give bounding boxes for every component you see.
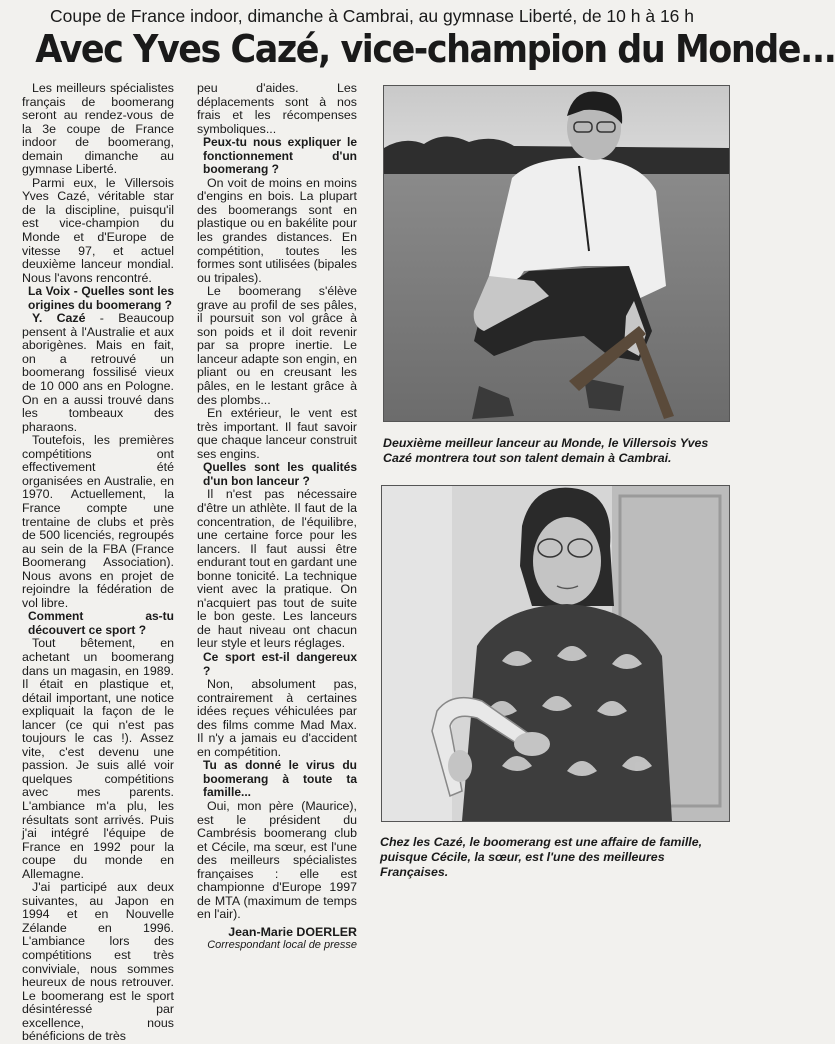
article-paragraph: Oui, mon père (Maurice), est le président du Cambrésis boomerang club et Cécile, ma sœur, est l'une des meilleurs spécialistes françaises : elle est championne d'Europe 1997 de MTA (maximum de temps en l'air). [197, 798, 357, 922]
article-paragraph: En extérieur, le vent est très important. Il faut savoir que chaque lanceur construit ses engins. [197, 406, 357, 461]
kicker: Coupe de France indoor, dimanche à Cambrai, au gymnase Liberté, de 10 h à 16 h [49, 6, 694, 26]
photo-cecile-caze [381, 485, 730, 822]
interview-question: Peux-tu nous expliquer le fonctionnement d'un boomerang ? [203, 135, 357, 177]
headline: Avec Yves Cazé, vice-champion du Monde... [35, 27, 835, 71]
article-paragraph: J'ai participé aux deux suivantes, au Japon en 1994 et en Nouvelle Zélande en 1996. L'ambiance lors des compétitions est très conviviale, nous sommes heureux de nous retrouver. Le boomerang est le sport désintéressé par excellence, nous bénéficions de très [22, 880, 174, 1044]
article-paragraph: Parmi eux, le Villersois Yves Cazé, véritable star de la discipline, puisqu'il est vice-champion du Monde et d'Europe de vitesse 97, et actuel deuxième lanceur mondial. Nous l'avons rencontré. [22, 175, 174, 285]
photo-caption-2: Chez les Cazé, le boomerang est une affaire de famille, puisque Cécile, la sœur, est l'une des meilleures Françaises. [380, 835, 703, 879]
byline: Jean-Marie DOERLER [228, 924, 357, 939]
interview-question: Tu as donné le virus du boomerang à toute ta famille... [203, 758, 357, 800]
photo-yves-caze [383, 85, 730, 422]
article-column-1 [22, 82, 174, 1044]
article-paragraph: On voit de moins en moins d'engins en bois. La plupart des boomerangs sont en plastique ou en bakélite pour les grandes distances. En compétition, toutes les formes sont utilisées (bipales ou tripales). [197, 175, 357, 285]
article-paragraph: peu d'aides. Les déplacements sont à nos frais et les récompenses symboliques... [197, 81, 357, 136]
interview-question: La Voix - Quelles sont les origines du boomerang ? [28, 284, 174, 312]
interview-question: Comment as-tu découvert ce sport ? [28, 609, 174, 637]
interview-question: Quelles sont les qualités d'un bon lanceur ? [203, 460, 357, 488]
article-paragraph: Les meilleurs spécialistes français de boomerang seront au rendez-vous de la 3e coupe de France indoor de boomerang, demain dimanche au gymnase Liberté. [22, 81, 174, 177]
interview-answer [22, 312, 174, 434]
byline-role: Correspondant local de presse [207, 939, 357, 952]
answer-text: - Beaucoup pensent à l'Australie et aux aborigènes. Mais en fait, on a retrouvé un boomerang fossilisé vieux de 10 000 ans en Pologne. On en a aussi trouvé dans les tombeaux des pharaons. [22, 311, 174, 434]
article-paragraph: Il n'est pas nécessaire d'être un athlète. Il faut de la concentration, de l'équilibre, une certaine force pour les lancers. Il faut aussi être endurant tout en gardant une bonne tonicité. La technique vient avec la pratique. On n'acquiert pas tout de suite le bon geste. Les lanceurs de haut niveau ont chacun leur style et leurs réglages. [197, 487, 357, 651]
article-paragraph: Toutefois, les premières compétitions ont effectivement été organisées en Australie, en 1970. Actuellement, la France compte une trentaine de clubs et près de 500 licenciés, regroupés au sein de la FBA (France Boomerang Association). Nous avons en projet de rejoindre la fédération de vol libre. [22, 433, 174, 610]
article-paragraph: Le boomerang s'élève grave au profil de ses pâles, il poursuit son vol grâce à son poids et il doit revenir par sa propre inertie. Le lanceur adapte son engin, en pliant ou en creusant les pâles, en le lestant grâce à des plombs... [197, 284, 357, 407]
article-paragraph: Tout bêtement, en achetant un boomerang dans un magasin, en 1989. Il était en plastique et, détail important, une notice expliquait la façon de le lancer (ce qui n'est pas toujours le cas !). Assez vite, c'est devenu une passion. Je suis allé voir quelques compétitions avec mes parents. L'ambiance m'a plu, les résultats sont arrivés. Puis j'ai intégré l'équipe de France en 1992 pour la coupe du monde en Allemagne. [22, 636, 174, 881]
interview-question: Ce sport est-il dangereux ? [203, 649, 357, 678]
article-paragraph: Non, absolument pas, contrairement à certaines idées reçues véhiculées par des films comme Mad Max. Il n'y a jamais eu d'accident en compétition. [197, 677, 357, 759]
article-column-2 [197, 82, 357, 953]
photo-caption-1: Deuxième meilleur lanceur au Monde, le Villersois Yves Cazé montrera tout son talent demain à Cambrai. [383, 436, 709, 465]
speaker-name: Y. Cazé [32, 311, 86, 326]
